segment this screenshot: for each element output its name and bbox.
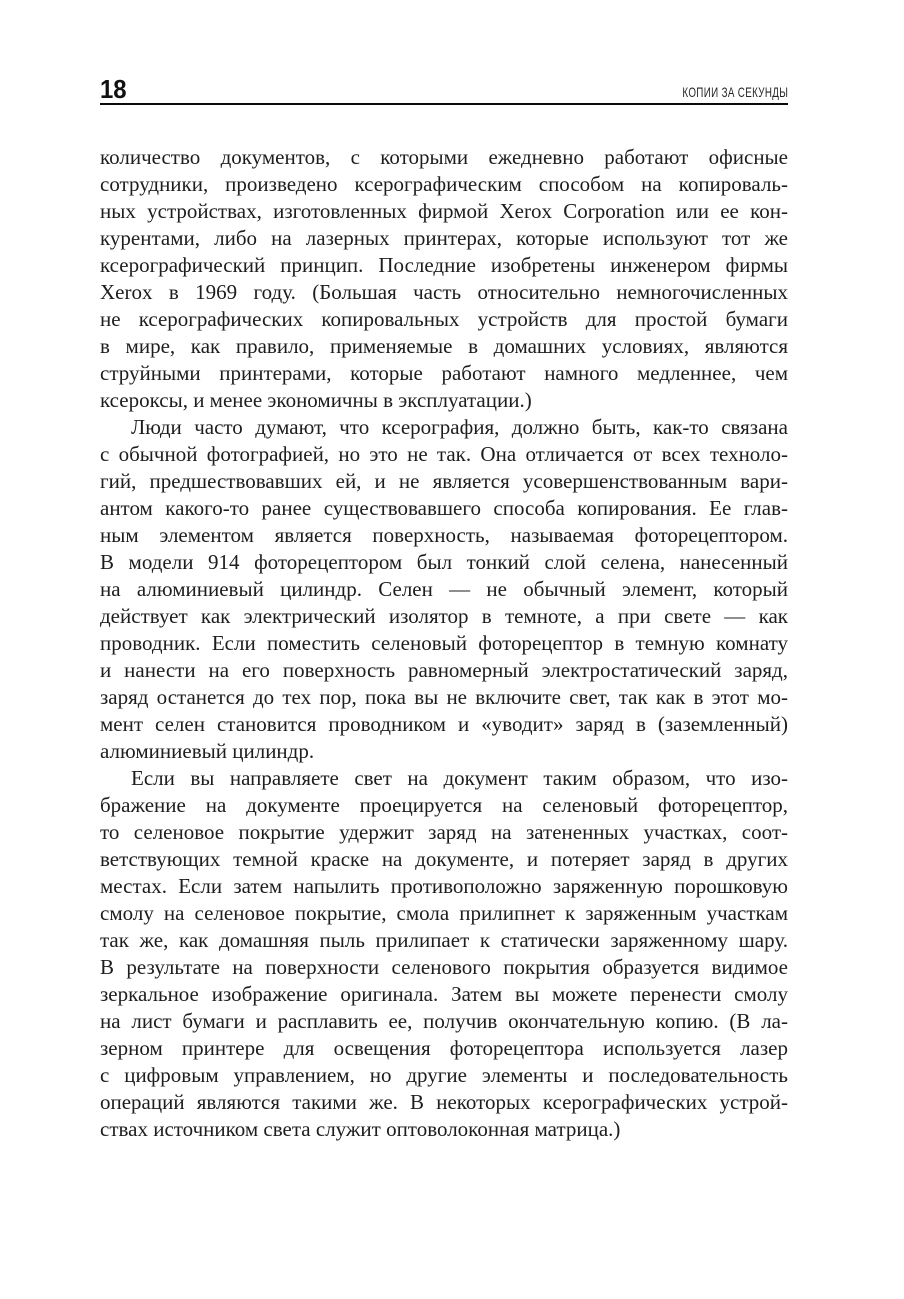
page-header [100, 74, 788, 105]
paragraph [100, 414, 788, 765]
running-title: КОПИИ ЗА СЕКУНДЫ [682, 84, 788, 100]
text-line: В модели 914 фоторецептором был тонкий слой селена, нанесенный [100, 550, 788, 574]
text-line: Xerox в 1969 году. (Большая часть относительно немногочисленных [100, 280, 788, 304]
text-line: операций являются такими же. В некоторых ксерографических устрой- [100, 1090, 788, 1114]
text-line: ксерографический принцип. Последние изобретены инженером фирмы [100, 253, 788, 277]
text-line: количество документов, с которыми ежедневно работают офисные [100, 145, 788, 169]
text-line: не ксерографических копировальных устройств для простой бумаги [100, 307, 788, 331]
text-line: гий, предшествовавших ей, и не является усовершенствованным вари- [100, 469, 788, 493]
text-line: и нанести на его поверхность равномерный электростатический заряд, [100, 658, 788, 682]
text-line: ствах источником света служит оптоволоконная матрица.) [100, 1117, 621, 1141]
text-line: Если вы направляете свет на документ таким образом, что изо- [131, 766, 788, 790]
text-line: ксероксы, и менее экономичны в эксплуатации.) [100, 388, 532, 412]
text-line: антом какого-то ранее существовавшего способа копирования. Ее глав- [100, 496, 788, 520]
page-number: 18 [100, 74, 127, 104]
text-line: на алюминиевый цилиндр. Селен — не обычный элемент, который [100, 577, 788, 601]
text-line: струйными принтерами, которые работают намного медленнее, чем [100, 361, 788, 385]
text-line: алюминиевый цилиндр. [100, 739, 315, 763]
text-line: ветствующих темной краске на документе, и потеряет заряд в других [100, 847, 788, 871]
text-line: заряд останется до тех пор, пока вы не включите свет, так как в этот мо- [100, 685, 788, 709]
text-line: бражение на документе проецируется на селеновый фоторецептор, [100, 793, 788, 817]
text-line: с обычной фотографией, но это не так. Она отличается от всех техноло- [100, 442, 788, 466]
text-line: проводник. Если поместить селеновый фоторецептор в темную комнату [100, 631, 788, 655]
body-text [100, 144, 788, 1143]
text-line: мент селен становится проводником и «уводит» заряд в (заземленный) [100, 712, 788, 736]
text-line: местах. Если затем напылить противоположно заряженную порошковую [100, 874, 788, 898]
text-line: Люди часто думают, что ксерография, должно быть, как-то связана [131, 415, 788, 439]
text-line: с цифровым управлением, но другие элементы и последовательность [100, 1063, 788, 1087]
text-line: в мире, как правило, применяемые в домашних условиях, являются [100, 334, 788, 358]
text-line: ным элементом является поверхность, называемая фоторецептором. [100, 523, 788, 547]
text-line: сотрудники, произведено ксерографическим способом на копироваль- [100, 172, 788, 196]
text-line: так же, как домашняя пыль прилипает к статически заряженному шару. [100, 928, 788, 952]
text-line: В результате на поверхности селенового покрытия образуется видимое [100, 955, 788, 979]
paragraph [100, 144, 788, 414]
paragraph [100, 765, 788, 1143]
text-line: ных устройствах, изготовленных фирмой Xerox Corporation или ее кон- [100, 199, 788, 223]
text-line: курентами, либо на лазерных принтерах, которые используют тот же [100, 226, 788, 250]
text-line: смолу на селеновое покрытие, смола прилипнет к заряженным участкам [100, 901, 788, 925]
text-line: зеркальное изображение оригинала. Затем вы можете перенести смолу [100, 982, 788, 1006]
text-line: зерном принтере для освещения фоторецептора используется лазер [100, 1036, 788, 1060]
text-line: то селеновое покрытие удержит заряд на затененных участках, соот- [100, 820, 788, 844]
text-line: действует как электрический изолятор в темноте, а при свете — как [100, 604, 788, 628]
text-line: на лист бумаги и расплавить ее, получив окончательную копию. (В ла- [100, 1009, 788, 1033]
